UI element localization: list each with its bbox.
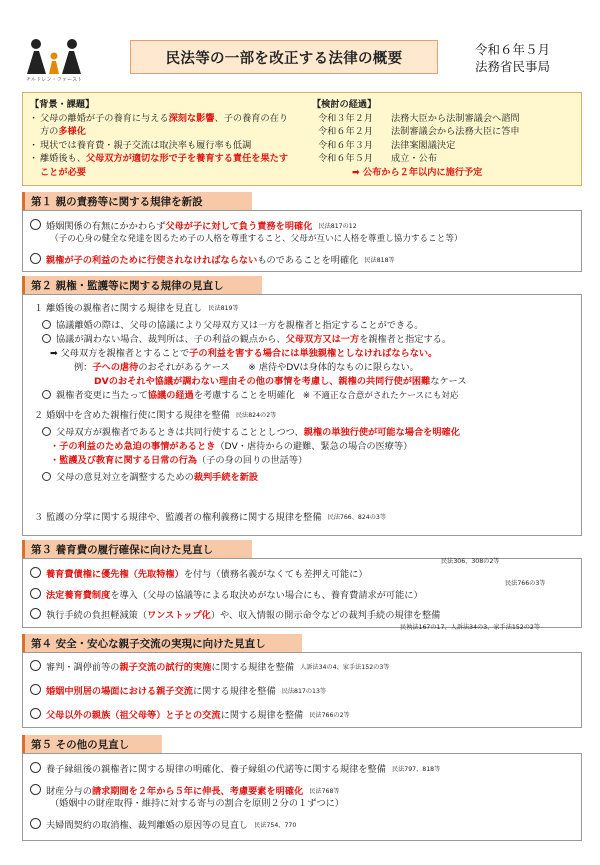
page-title: 民法等の一部を改正する法律の概要 bbox=[165, 50, 403, 67]
s3-law-bottom: 民執法167の17、人訴法34の3、家手法152の2等 bbox=[400, 624, 541, 631]
bullet-circle-icon bbox=[30, 588, 41, 599]
section-1-heading: 第１ 親の責務等に関する規律を新設 bbox=[22, 192, 252, 210]
s2-1-c: ➡ 父母双方を親権者とすることで子の利益を害する場合には単独親権としなければならない。 bbox=[50, 348, 438, 359]
s4-item-1: 審判・調停前等の親子交流の試行的実施に関する規律を整備 人訴法34の4、家手法152の3等 bbox=[30, 660, 390, 674]
s1-item-1-note: （子の心身の健全な発達を図るため子の人格を尊重すること、父母が互いに人格を尊重し協力すること等） bbox=[50, 234, 463, 244]
logo-caption: チルドレン・ファースト bbox=[26, 77, 83, 83]
s2-1-f: 親権者変更に当たって協議の経過を考慮することを明確化 ※ 不適正な合意がされたケースにも対応 bbox=[42, 390, 458, 402]
background-box bbox=[22, 92, 582, 186]
s2-1-d: 例：子への虐待のおそれがあるケース ※ 虐待やDVは身体的なものに限らない。 bbox=[74, 362, 419, 373]
s5-item-1: 養子縁組後の親権者に関する規律の明確化、養子縁組の代諾等に関する規律を整備 民法797、818等 bbox=[30, 762, 440, 776]
bullet-circle-icon bbox=[42, 472, 51, 481]
s3-item-3: 執行手続の負担軽減策（ワンストップ化）や、収入情報の開示命令などの裁判手続の規律を整備 bbox=[30, 608, 440, 622]
s1-item-2: 親権が子の利益のために行使されなければならないものであることを明確化 民法818等 bbox=[30, 253, 395, 267]
section-5-heading: 第５ その他の見直し bbox=[22, 735, 162, 753]
bullet-circle-icon bbox=[30, 818, 41, 829]
s2-1-e: DVのおそれや協議が調わない理由その他の事情を考慮し、親権の共同行使が困難なケース bbox=[94, 376, 467, 387]
bullet-circle-icon bbox=[30, 762, 41, 773]
background-heading: 【背景・課題】 bbox=[30, 99, 95, 110]
s4-item-3: 父母以外の親族（祖父母等）と子との交流に関する規律を整備 民法766の2等 bbox=[30, 708, 350, 722]
s2-1-b: 協議が調わない場合、裁判所は、子の利益の観点から、父母双方又は一方を親権者と指定する。 bbox=[42, 334, 451, 346]
s5-item-2-note: （婚姻中の財産取得・維持に対する寄与の割合を原則２分の１ずつに） bbox=[50, 798, 344, 809]
s2-point-1: １ 離婚後の親権者に関する規律を見直し 民法819等 bbox=[34, 303, 239, 314]
history-row: 令和６年５月 成立・公布 bbox=[318, 153, 437, 164]
s2-1-a: 協議離婚の際は、父母の協議により父母双方又は一方を親権者と指定することができる。 bbox=[42, 320, 424, 332]
list-item: ・ 現状では養育費・親子交流は取決率も履行率も低調 bbox=[30, 139, 292, 153]
background-column bbox=[30, 98, 292, 179]
s4-item-2: 婚姻中別居の場面における親子交流に関する規律を整備 民法817の13等 bbox=[30, 684, 326, 698]
bullet-circle-icon bbox=[42, 390, 51, 399]
s3-item-1: 養育費債権に優先権（先取特権）を付与（債務名義がなくても差押え可能に） bbox=[30, 567, 368, 581]
s2-2-d: 父母の意見対立を調整するための裁判手続を新設 bbox=[42, 472, 258, 484]
s5-item-3: 夫婦間契約の取消権、裁判離婚の原因等の見直し 民法754、770 bbox=[30, 818, 296, 832]
history-row: 令和３年２月 法務大臣から法制審議会へ諮問 bbox=[318, 112, 520, 124]
bullet-circle-icon bbox=[30, 784, 41, 795]
bullet-circle-icon bbox=[30, 219, 41, 230]
bullet-circle-icon bbox=[30, 567, 41, 578]
bullet-circle-icon bbox=[42, 320, 51, 329]
list-item: ・ 離婚後も、父母双方が適切な形で子を養育する責任を果たすことが必要 bbox=[30, 152, 292, 179]
s3-item-2: 法定養育費制度を導入（父母の協議等による取決めがない場合にも、養育費請求が可能に） bbox=[30, 588, 423, 602]
issuer bbox=[475, 41, 550, 75]
issue-date: 令和６年５月 bbox=[475, 42, 551, 57]
background-list bbox=[30, 112, 292, 180]
s3-law-mid: 民法766の3等 bbox=[505, 580, 546, 587]
history-row: 令和６年３月 法律案閣議決定 bbox=[318, 139, 456, 151]
bullet-circle-icon bbox=[42, 334, 51, 343]
children-first-logo bbox=[24, 34, 84, 80]
bullet-circle-icon bbox=[42, 427, 51, 436]
bullet-circle-icon bbox=[30, 708, 41, 719]
s1-item-1: 婚姻関係の有無にかかわらず父母が子に対して負う責務を明確化 民法817の12 bbox=[30, 219, 357, 233]
bullet-circle-icon bbox=[30, 660, 41, 671]
bullet-circle-icon bbox=[30, 608, 41, 619]
issuing-dept: 法務省民事局 bbox=[475, 59, 551, 74]
history-heading: 【検討の経過】 bbox=[312, 99, 377, 110]
bullet-circle-icon bbox=[30, 684, 41, 695]
enforcement-note: ➡ 公布から２年以内に施行予定 bbox=[352, 166, 483, 178]
title-box bbox=[130, 40, 438, 74]
s2-point-3: ３ 監護の分掌に関する規律や、監護者の権利義務に関する規律を整備 民法766、824の3等 bbox=[34, 512, 387, 523]
s2-point-2: ２ 婚姻中を含めた親権行使に関する規律を整備 民法824の2等 bbox=[34, 410, 277, 421]
bullet-circle-icon bbox=[30, 253, 41, 264]
list-item: ・ 父母の離婚が子の養育に与える深刻な影響、子の養育の在り方の多様化 bbox=[30, 112, 292, 139]
s2-2-b: ・子の利益のため急迫の事情があるとき（DV・虐待からの避難、緊急の場合の医療等） bbox=[50, 441, 413, 452]
history-row: 令和６年２月 法制審議会から法務大臣に答申 bbox=[318, 126, 520, 137]
s2-2-a: 父母双方が親権者であるときは共同行使することとしつつ、親権の単独行使が可能な場合を明確化 bbox=[42, 427, 460, 439]
section-4-heading: 第４ 安全・安心な親子交流の実現に向けた見直し bbox=[22, 634, 302, 652]
s2-2-c: ・監護及び教育に関する日常の行為（子の身の回りの世話等） bbox=[50, 455, 308, 466]
s5-item-2: 財産分与の請求期間を２年から５年に伸長、考慮要素を明確化 民法768等 bbox=[30, 784, 340, 798]
history-column bbox=[312, 98, 578, 179]
s3-law-top: 民法306、308の2等 bbox=[441, 558, 500, 565]
section-3-heading: 第３ 養育費の履行確保に向けた見直し bbox=[22, 540, 252, 558]
section-2-heading: 第２ 親権・監護等に関する規律の見直し bbox=[22, 276, 262, 294]
